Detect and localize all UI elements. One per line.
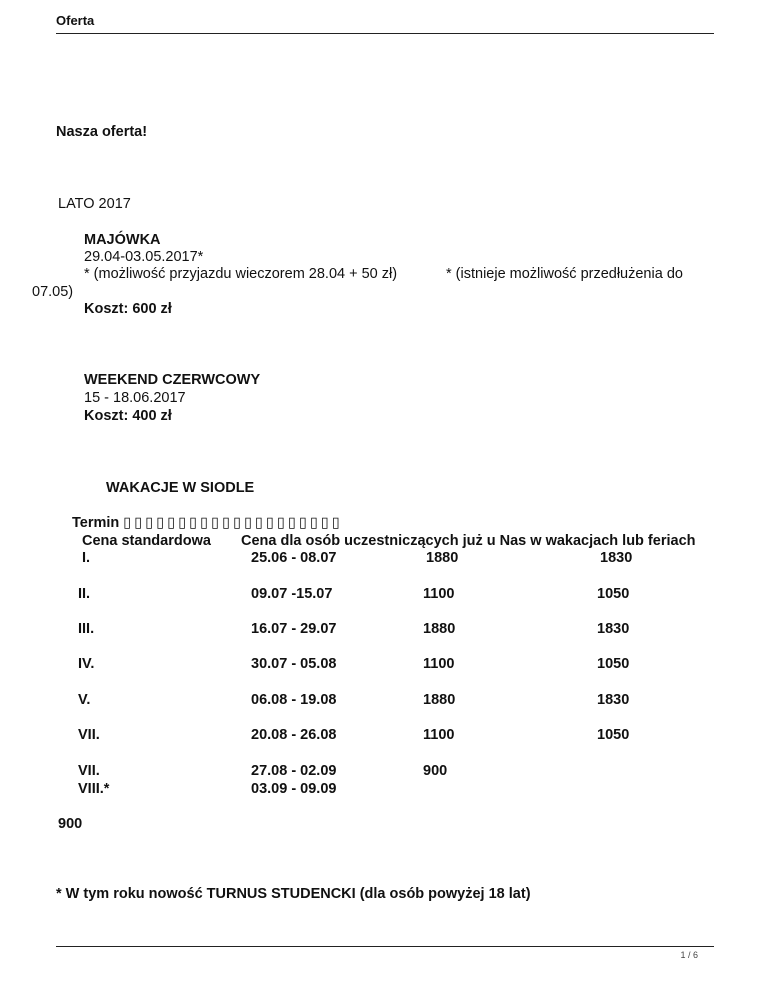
table-row-returning-price: 1050: [597, 586, 630, 602]
table-row-num: II.: [78, 586, 91, 602]
table-row-dates: 03.09 - 09.09: [251, 781, 337, 797]
table-row-std-price: 1880: [423, 692, 456, 708]
majowka-title: MAJÓWKA: [84, 232, 161, 248]
table-row-num: IV.: [78, 656, 95, 672]
table-row-num: VIII.*: [78, 781, 110, 797]
missing-glyph-placeholders: ▯▯▯▯▯▯▯▯▯▯▯▯▯▯▯▯▯▯▯▯: [123, 515, 343, 531]
weekend-cost: Koszt: 400 zł: [84, 408, 172, 424]
season-label: LATO 2017: [58, 196, 131, 212]
table-header-term-label: Termin: [72, 515, 124, 531]
table-header-returning-price: Cena dla osób uczestniczących już u Nas w wakacjach lub feriach: [241, 533, 696, 549]
table-row-std-price: 1100: [423, 656, 455, 672]
table-row-returning-price: 1050: [597, 727, 630, 743]
weekend-dates: 15 - 18.06.2017: [84, 390, 186, 406]
table-row-returning-price: 1830: [600, 550, 633, 566]
table-row-dates: 25.06 - 08.07: [251, 550, 337, 566]
footer-divider: [56, 946, 714, 947]
page-number: 1 / 6: [680, 950, 698, 960]
table-row-num: V.: [78, 692, 91, 708]
table-row-num: III.: [78, 621, 95, 637]
table-row-dates: 27.08 - 02.09: [251, 763, 337, 779]
majowka-cost: Koszt: 600 zł: [84, 301, 172, 317]
table-row-dates: 30.07 - 05.08: [251, 656, 337, 672]
table-header-term: [72, 515, 343, 531]
table-row-std-price: 900: [423, 763, 448, 779]
majowka-note-extension-wrap: 07.05): [32, 284, 74, 300]
student-turnus-note: * W tym roku nowość TURNUS STUDENCKI (dla osób powyżej 18 lat): [56, 886, 531, 902]
table-row-returning-price: 1050: [597, 656, 630, 672]
table-row-returning-price: 1830: [597, 621, 630, 637]
trailing-price: 900: [58, 816, 83, 832]
majowka-note-arrival: * (możliwość przyjazdu wieczorem 28.04 + 50 zł): [84, 266, 398, 282]
table-row-std-price: 1100: [423, 727, 455, 743]
majowka-note-extension: * (istnieje możliwość przedłużenia do: [446, 266, 683, 282]
table-row-dates: 20.08 - 26.08: [251, 727, 337, 743]
table-row-std-price: 1100: [423, 586, 455, 602]
table-row-std-price: 1880: [423, 621, 456, 637]
table-row-dates: 09.07 -15.07: [251, 586, 333, 602]
table-row-dates: 16.07 - 29.07: [251, 621, 337, 637]
table-row-num: VII.: [78, 763, 100, 779]
table-row-std-price: 1880: [426, 550, 459, 566]
weekend-title: WEEKEND CZERWCOWY: [84, 372, 261, 388]
wakacje-title: WAKACJE W SIODLE: [106, 480, 255, 496]
table-row-dates: 06.08 - 19.08: [251, 692, 337, 708]
offer-heading: Nasza oferta!: [56, 124, 148, 140]
table-row-num: VII.: [78, 727, 100, 743]
table-header-standard-price: Cena standardowa: [82, 533, 211, 549]
header-divider: [56, 33, 714, 34]
page-header-title: Oferta: [56, 13, 95, 28]
majowka-dates: 29.04-03.05.2017*: [84, 249, 204, 265]
table-row-returning-price: 1830: [597, 692, 630, 708]
table-row-num: I.: [82, 550, 91, 566]
